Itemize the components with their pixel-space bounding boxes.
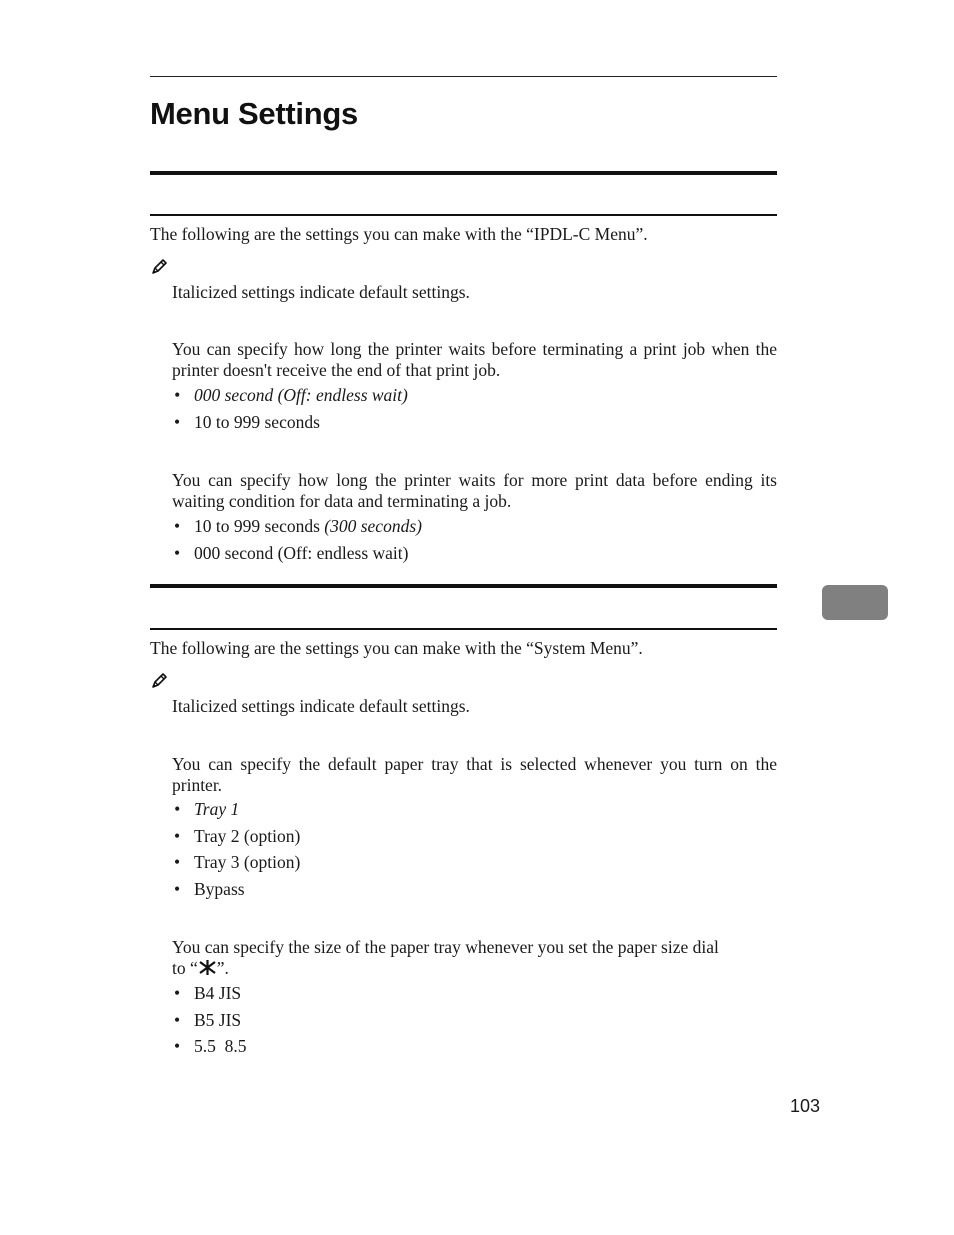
chapter-tab-marker	[822, 585, 888, 620]
list-item: • B5 JIS	[172, 1010, 247, 1037]
setting-description: You can specify how long the printer waits before terminating a print job when the printer doesn't receive the end of that print job.	[172, 339, 777, 380]
pencil-note-icon	[150, 672, 168, 690]
pencil-note-icon	[150, 258, 168, 276]
list-item: • 10 to 999 seconds (300 seconds)	[172, 516, 422, 543]
asterisk-icon	[198, 959, 217, 976]
page-number: 103	[790, 1096, 821, 1116]
list-item: • 000 second (Off: endless wait)	[172, 543, 422, 570]
option-list	[172, 516, 422, 569]
list-item: • 5.5 8.5	[172, 1036, 247, 1063]
option-list	[172, 385, 408, 438]
setting-description: You can specify how long the printer waits for more print data before ending its waiting condition for data and terminating a job.	[172, 470, 777, 511]
section-rule-thick	[150, 171, 777, 175]
section-rule-thick	[150, 584, 777, 588]
header-rule	[150, 76, 777, 77]
list-item: • Tray 1	[172, 799, 300, 826]
list-item: • Tray 3 (option)	[172, 852, 300, 879]
section-intro: The following are the settings you can make with the “IPDL-C Menu”.	[150, 224, 648, 244]
setting-description: You can specify the default paper tray that is selected whenever you turn on the printer.	[172, 754, 777, 795]
setting-description: You can specify the size of the paper tray whenever you set the paper size dial to “ ”.	[172, 937, 719, 978]
list-item: • 10 to 999 seconds	[172, 412, 408, 439]
option-list	[172, 799, 300, 905]
section-intro: The following are the settings you can make with the “System Menu”.	[150, 638, 643, 658]
subsection-rule	[150, 628, 777, 630]
note-text: Italicized settings indicate default settings.	[172, 696, 470, 716]
list-item: • 000 second (Off: endless wait)	[172, 385, 408, 412]
list-item: • B4 JIS	[172, 983, 247, 1010]
subsection-rule	[150, 214, 777, 216]
option-list	[172, 983, 247, 1063]
default-value: (300 seconds)	[324, 516, 422, 536]
list-item: • Tray 2 (option)	[172, 826, 300, 853]
note-text: Italicized settings indicate default settings.	[172, 282, 470, 302]
page-title: Menu Settings	[150, 96, 358, 131]
list-item: • Bypass	[172, 879, 300, 906]
